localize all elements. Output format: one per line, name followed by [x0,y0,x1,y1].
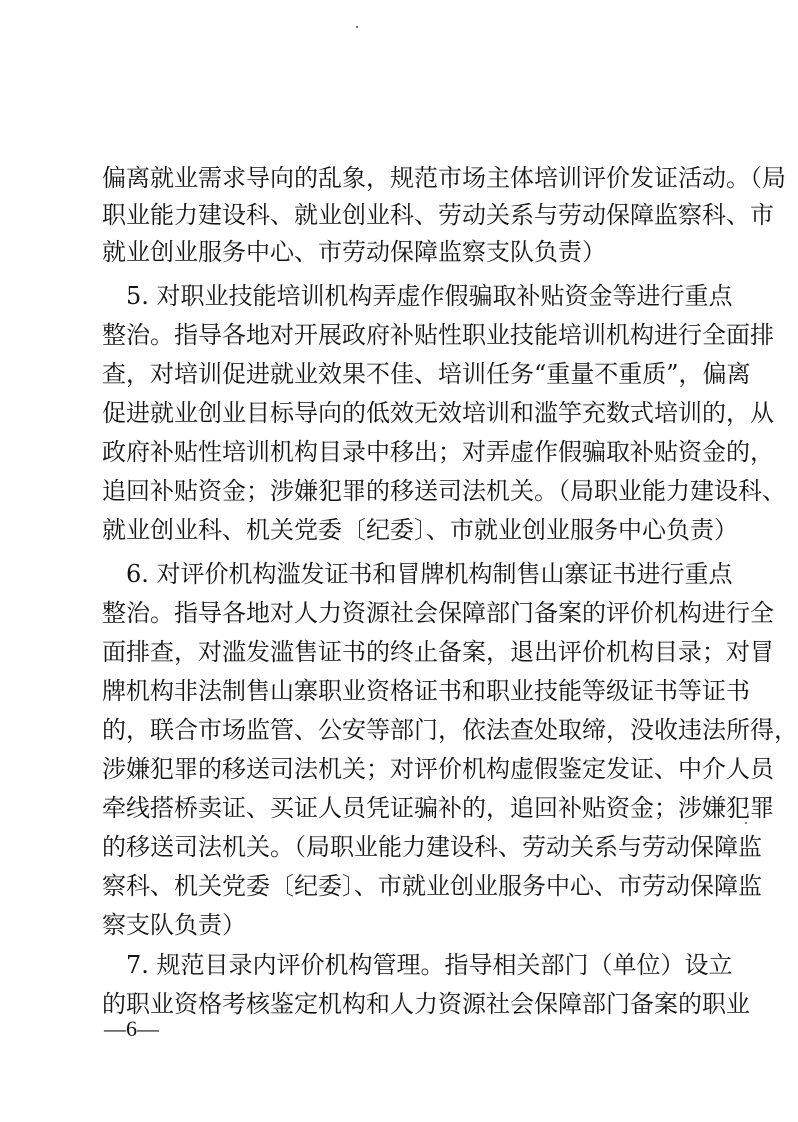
text-line: 6. 对评价机构滥发证书和冒牌机构制售山寨证书进行重点 [102,560,733,588]
text-line: 的，联合市场监管、公安等部门，依法查处取缔，没收违法所得， [102,716,798,744]
text-line: 偏离就业需求导向的乱象，规范市场主体培训评价发证活动。（局 [102,164,786,192]
text-line: 追回补贴资金；涉嫌犯罪的移送司法机关。（局职业能力建设科、 [102,477,786,505]
text-line: 职业能力建设科、就业创业科、劳动关系与劳动保障监察科、市 [102,201,774,229]
text-line: 就业创业服务中心、市劳动保障监察支队负责） [102,238,606,266]
text-line: 5. 对职业技能培训机构弄虚作假骗取补贴资金等进行重点 [102,282,733,310]
text-line: 就业创业科、机关党委〔纪委〕、市就业创业服务中心负责） [102,516,738,544]
scan-speck [356,26,358,28]
text-line: 政府补贴性培训机构目录中移出；对弄虚作假骗取补贴资金的， [102,438,774,466]
text-line: 察科、机关党委〔纪委〕、市就业创业服务中心、市劳动保障监 [102,872,762,900]
text-line: 的移送司法机关。（局职业能力建设科、劳动关系与劳动保障监 [102,833,762,861]
text-line: 涉嫌犯罪的移送司法机关；对评价机构虚假鉴定发证、中介人员 [102,755,774,783]
page-number: —6— [104,1016,159,1041]
text-line: 的职业资格考核鉴定机构和人力资源社会保障部门备案的职业 [102,990,750,1018]
text-line: 面排查，对滥发滥售证书的终止备案，退出评价机构目录；对冒 [102,638,774,666]
text-line: 牌机构非法制售山寨职业资格证书和职业技能等级证书等证书 [102,677,750,705]
text-line: 察支队负责） [102,911,246,939]
text-line: 整治。指导各地对人力资源社会保障部门备案的评价机构进行全 [102,599,774,627]
text-line: 查，对培训促进就业效果不佳、培训任务“重量不重质”，偏离 [102,360,751,388]
text-line: 牵线搭桥卖证、买证人员凭证骗补的，追回补贴资金；涉嫌犯罪 [102,794,774,822]
text-line: 促进就业创业目标导向的低效无效培训和滥竽充数式培训的，从 [102,399,774,427]
text-line: 整治。指导各地对开展政府补贴性职业技能培训机构进行全面排 [102,321,774,349]
scan-speck [745,822,747,824]
text-line: 7. 规范目录内评价机构管理。指导相关部门（单位）设立 [102,951,733,979]
